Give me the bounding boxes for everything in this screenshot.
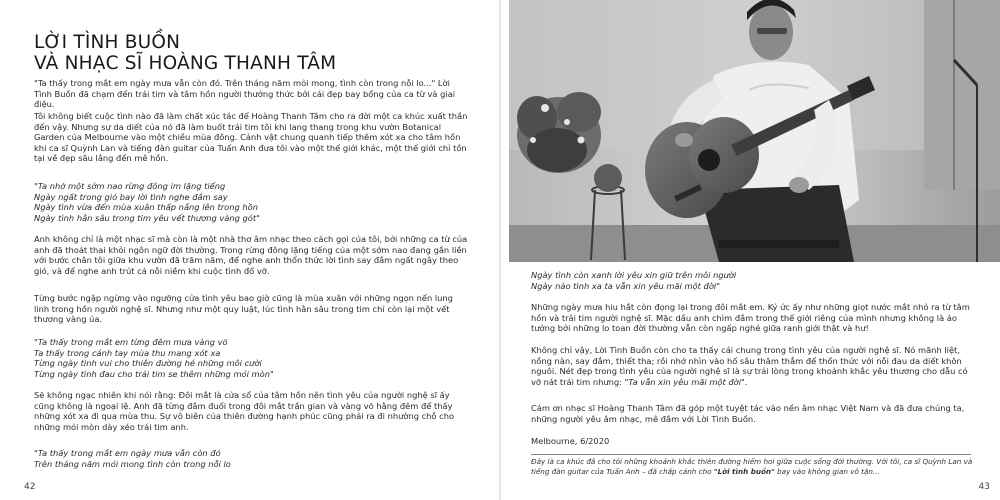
verse-line: Ngày nào tình xa ta vẫn xin yêu mãi một đời" [531,280,721,291]
left-page [0,0,499,500]
caption-song-title: "Lời tình buồn" [713,466,775,476]
caption-divider [531,454,971,455]
verse-line: "Ta thấy trong mắt em ngày mưa vẫn còn đó [34,448,221,458]
verse-block-2 [34,337,470,379]
photo-caption: Đây là ca khúc đã cho tôi những khoảnh khắc thiên đường hiếm hoi giữa cuộc sống đời thường. Với tôi, ca sĩ Quỳnh Lan và tiếng đàn guitar của Tuấn Anh – đã chắp cánh cho "Lời tình buồn" bay vào không gian vô tận... [531,457,973,476]
quote-inline: "Ta vẫn xin yêu mãi một đời". [624,376,748,387]
plant-shape [517,92,601,173]
verse-line: Từng ngày tình vui cho thiên đường hé những môi cười [34,358,262,368]
page-number-right: 43 [978,482,990,492]
page-number-left: 42 [24,482,36,492]
verse-block-3 [34,448,470,469]
verse-line: Trên tháng năm mỏi mong tình còn trong nỗi lo [34,458,231,469]
verse-block-1 [34,181,470,223]
verse-line: Ngày tình vừa đến mùa xuân thấp nắng lên trong hồn [34,202,258,212]
title-line-1: LỜI TÌNH BUỒN [34,32,181,53]
verse-line: "Ta thấy trong mắt em từng đêm mưa vàng võ [34,337,228,347]
verse-block-top [531,270,971,291]
verse-line: Ngày tình hằn sâu trong tim yêu vết thương vàng gót" [34,212,260,223]
right-para-2: Không chỉ vậy, Lời Tình Buồn còn cho ta thấy cái chung trong tình yêu của người nghệ sĩ. Nó mãnh liệt, nồng nàn, say đắm, thiết tha; rồi nhớ nhìn vào hố sâu thăm thẳm để thổn thức với nỗi đau da diết khôn nguôi. Nét đẹp trong tình yêu của người nghệ sĩ là sự trải lòng trong khoảnh khắc yêu thương cho dẫu có vỡ nát trái tim nhưng: "Ta vẫn xin yêu mãi một đời". [531,345,968,387]
photo-illustration [509,0,1000,262]
left-para-4: Từng bước ngập ngừng vào ngưỡng cửa tình yêu bao giờ cũng là mùa xuân với những ngọn nến lung linh trong hồn người nghệ sĩ. Nhưng như một quy luật, lúc tình hằn sâu trong tim chỉ còn lại một vết thương vàng úa. [34,293,453,324]
title-line-2: VÀ NHẠC SĨ HOÀNG THANH TÂM [34,53,337,74]
guitarist-photo [509,0,1000,262]
verse-line: Ta thấy trong cánh tay mùa thu mang xót xa [34,347,221,358]
article-title [34,32,336,74]
verse-line: Ngày tình còn xanh lời yêu xin giữ trên môi người [531,270,737,280]
verse-line: Ngày ngất trong gió bay lời tình nghe đắm say [34,191,228,202]
left-para-5: Sẽ không ngạc nhiên khi nói rằng: Đôi mắt là cửa sổ của tâm hồn nên tình yêu của người nghệ sĩ ấy cũng không là ngoại lệ. Anh đã từng đắm đuối trong đôi mắt trần gian và vàng võ hằng đêm để thấy những xót xa đi qua mùa thu. Sự vô biên của thiên đường hạnh phúc cũng phải ra đi nhường chỗ cho những mỏi mòn dày xéo trái tim anh. [34,390,455,432]
left-para-2: Tôi không biết cuộc tình nào đã làm chất xúc tác để Hoàng Thanh Tâm cho ra đời một ca khúc xuất thần đến vậy. Nhưng sự da diết của nó đã làm buốt trái tim tôi khi lang thang trong khu vườn Botanical Garden của Melbourne vào một chiều mùa đông. Cảnh vật chung quanh tiếp thêm xót xa cho tâm hồn khi ca sĩ Quỳnh Lan và tiếng đàn guitar của Tuấn Anh đưa tôi vào một thế giới khác, một thế giới chỉ tồn tại về đẹp sâu lắng đến mê hồn. [34,111,468,163]
verse-line: Từng ngày tình đau cho trái tim se thêm những mỏi mòn" [34,368,274,379]
right-para-3: Cám ơn nhạc sĩ Hoàng Thanh Tâm đã góp một tuyệt tác vào nền âm nhạc Việt Nam và đã đưa chúng ta, những người yêu âm nhạc, mê đắm với Lời Tình Buồn. [531,403,965,424]
right-para-1: Những ngày mưa hiu hắt còn đọng lại trong đôi mắt em. Ký ức ấy như những giọt nước mắt nhỏ ra từ tâm hồn và trái tim người nghệ sĩ. Mặc dầu anh chìm đắm trong thế giới riêng của mình nhưng không là ảo tưởng bởi những lo toan đời thường vẫn còn ngấp nghé giữa ranh giới thật và hư! [531,302,970,333]
right-page [501,0,1000,500]
signoff: Melbourne, 6/2020 [531,436,610,446]
left-para-3: Anh không chỉ là một nhạc sĩ mà còn là một nhà thơ âm nhạc theo cách gọi của tôi, bởi những ca từ của anh đã thoát thai khỏi ngôn ngữ đời thường. Trong rừng đông lặng tiếng của một sớm nao đang gắn liền với bước chân tôi giữa khu vườn đã trăm năm, để nghe anh thổn thức lời tình say đắm ngất ngây theo gió, và để nghe anh trút cả nỗi niềm khi cuộc tình đổ vỡ. [34,234,468,276]
left-para-1: "Ta thấy trong mắt em ngày mưa vẫn còn đó. Trên tháng năm mỏi mong, tình còn trong nỗi lo..." Lời Tình Buồn đã chạm đến trái tim và tâm hồn người thưởng thức bởi cái đẹp bay bổng của ca từ và giai điệu. [34,78,456,109]
verse-line: "Ta nhớ một sớm nao rừng đông im lặng tiếng [34,181,226,191]
